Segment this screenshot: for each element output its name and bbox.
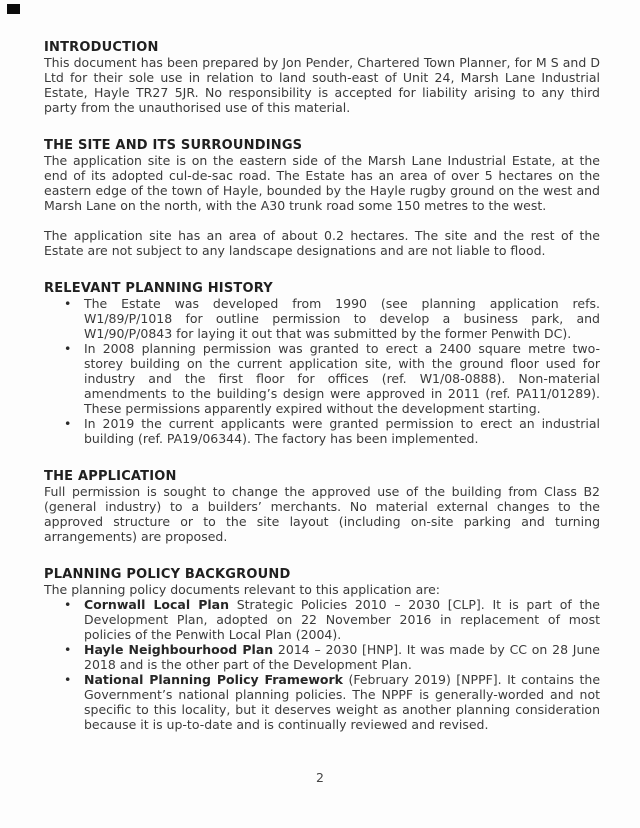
paragraph: [44, 153, 600, 213]
text-run: The Estate was developed from 1990 (see planning application refs. W1/89/P/1018 for outline permission to develop a business park, and W1/90/P/0843 for laying it out that was submitted by the former Penwith DC).: [84, 296, 600, 341]
text-run: (February 2019) [NPPF]. It contains the Government’s national planning policies. The NPPF is generally-worded and not specific to this locality, but it deserves weight as another planning consideration because it is up-to-date and is continually reviewed and revised.: [84, 672, 601, 732]
section-heading: RELEVANT PLANNING HISTORY: [44, 281, 273, 296]
text-run: The application site is on the eastern side of the Marsh Lane Industrial Estate, at the end of its adopted cul-de-sac road. The Estate has an area of over 5 hectares on the eastern edge of the town of Hayle, bounded by the Hayle rugby ground on the west and Marsh Lane on the north, with the A30 trunk road some 150 metres to the west.: [44, 153, 600, 213]
text-run: In 2019 the current applicants were granted permission to erect an industrial building (ref. PA19/06344). The factory has been implemented.: [84, 416, 600, 446]
text-run: The planning policy documents relevant to this application are:: [44, 582, 440, 597]
bold-text-run: National Planning Policy Framework: [84, 672, 343, 687]
paragraph: [44, 228, 600, 258]
page-number: 2: [316, 770, 324, 785]
section-heading: PLANNING POLICY BACKGROUND: [44, 567, 291, 582]
bullet-item: [44, 416, 600, 446]
text-run: Full permission is sought to change the approved use of the building from Class B2 (general industry) to a builders’ merchants. No material external changes to the approved structure or to the site layout (including on-site parking and turning arrangements) are proposed.: [44, 484, 600, 544]
section-heading: THE SITE AND ITS SURROUNDINGS: [44, 138, 303, 153]
bullet-list: [44, 296, 600, 446]
document-section: [44, 138, 600, 258]
bullet-item: [44, 642, 600, 672]
bold-text-run: Hayle Neighbourhood Plan: [84, 642, 274, 657]
bullet-item: [44, 597, 600, 642]
scan-artifact-square: [7, 4, 20, 14]
text-run: Strategic Policies 2010 – 2030 [CLP]. It is part of the Development Plan, adopted on 22 November 2016 in replacement of most policies of the Penwith Local Plan (2004).: [84, 597, 600, 642]
bullet-list: [44, 597, 600, 732]
document-section: [44, 281, 600, 446]
text-run: In 2008 planning permission was granted to erect a 2400 square metre two-storey building on the current application site, with the ground floor used for industry and the first floor for offices (ref. W1/08-0888). Non-material amendments to the building’s design were approved in 2011 (ref. PA11/01289). These permissions apparently expired without the development starting.: [84, 341, 600, 416]
text-run: The application site has an area of about 0.2 hectares. The site and the rest of the Estate are not subject to any landscape designations and are not liable to flood.: [44, 228, 600, 258]
paragraph: [44, 55, 600, 115]
document-section: [44, 40, 600, 115]
document-section: [44, 469, 600, 544]
bullet-item: [44, 672, 600, 732]
bullet-item: [44, 296, 600, 341]
bullet-item: [44, 341, 600, 416]
paragraph: [44, 582, 600, 597]
text-run: 2014 – 2030 [HNP]. It was made by CC on 28 June 2018 and is the other part of the Development Plan.: [84, 642, 600, 672]
bold-text-run: Cornwall Local Plan: [84, 597, 229, 612]
document-section: [44, 567, 600, 732]
section-heading: THE APPLICATION: [44, 469, 177, 484]
text-run: This document has been prepared by Jon Pender, Chartered Town Planner, for M S and D Ltd for their sole use in relation to land south-east of Unit 24, Marsh Lane Industrial Estate, Hayle TR27 5JR. No responsibility is accepted for liability arising to any third party from the unauthorised use of this material.: [44, 55, 600, 115]
paragraph: [44, 484, 600, 544]
document-body: [44, 40, 600, 732]
section-heading: INTRODUCTION: [44, 40, 159, 55]
page-footer: [0, 770, 640, 785]
